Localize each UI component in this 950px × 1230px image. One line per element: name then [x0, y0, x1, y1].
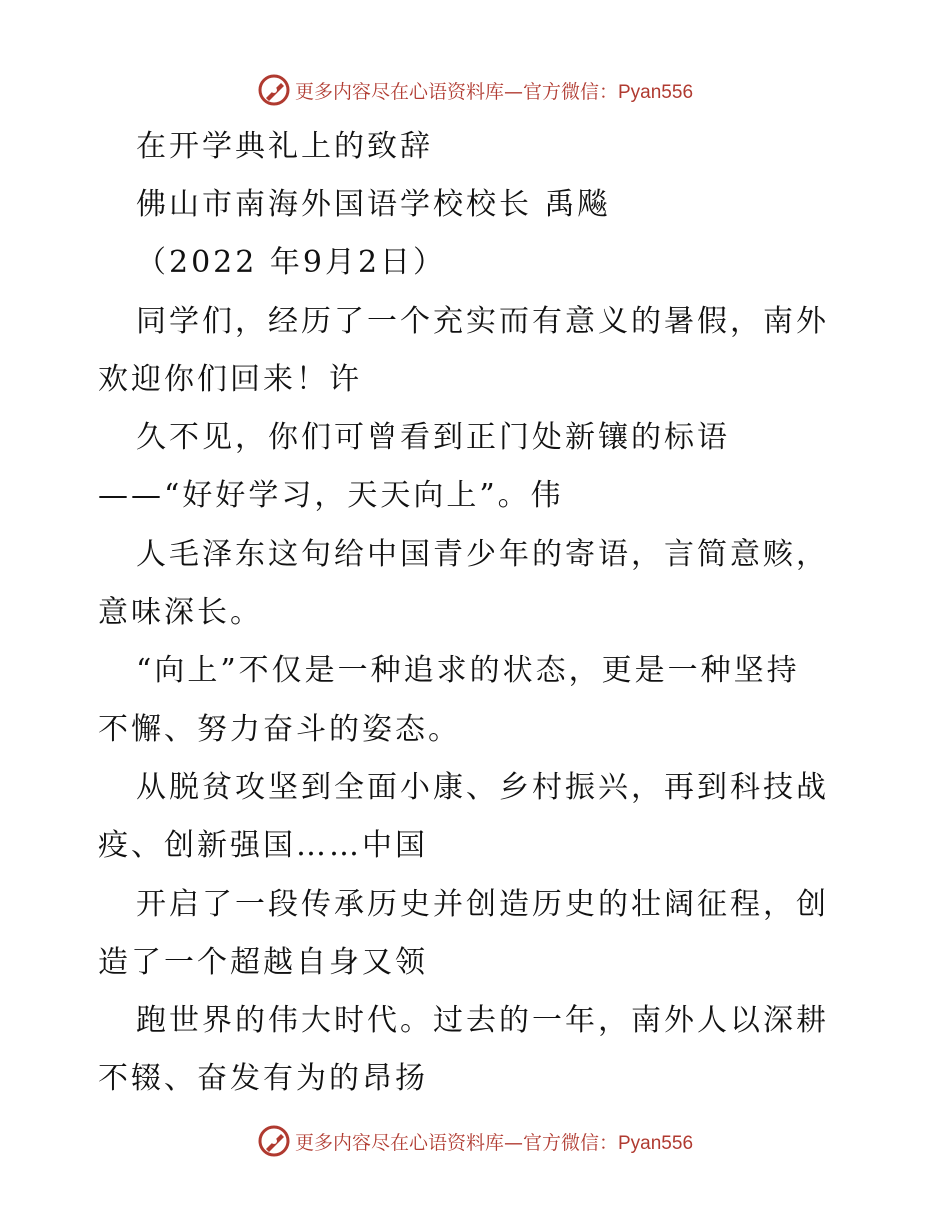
watermark-wechat-id: Pyan556: [618, 1132, 694, 1154]
watermark-text: [295, 77, 693, 104]
paragraph-line: 开启了一段传承历史并创造历史的壮阔征程，创: [136, 887, 829, 922]
footer-watermark: [0, 1121, 950, 1161]
header-watermark: [0, 70, 950, 110]
paragraph-line: 久不见，你们可曾看到正门处新镶的标语: [136, 420, 730, 455]
paragraph-line: “向上”不仅是一种追求的状态，更是一种坚持: [136, 653, 800, 688]
paragraph-line: 从脱贫攻坚到全面小康、乡村振兴，再到科技战: [136, 770, 829, 805]
watermark-wechat-id: Pyan556: [618, 81, 694, 103]
document-title: 在开学典礼上的致辞: [136, 129, 433, 164]
paragraph-line: 跑世界的伟大时代。过去的一年，南外人以深耕: [136, 1003, 829, 1038]
paragraph-line: 疫、创新强国……中国: [98, 828, 428, 863]
paragraph-line: 欢迎你们回来！许: [98, 362, 362, 397]
pen-in-circle-logo-icon: [257, 73, 291, 107]
paragraph-line: 不辍、奋发有为的昂扬: [98, 1061, 428, 1096]
paragraph-line: ——“好好学习，天天向上”。伟: [98, 478, 564, 513]
author-line: 佛山市南海外国语学校校长 禹飚: [136, 187, 611, 222]
paragraph-line: 人毛泽东这句给中国青少年的寄语，言简意赅，: [136, 537, 829, 572]
pen-in-circle-logo-icon: [257, 1124, 291, 1158]
watermark-text: [295, 1128, 693, 1155]
paragraph-line: 造了一个超越自身又领: [98, 945, 428, 980]
watermark-text-cn: 更多内容尽在心语资料库—官方微信：: [294, 1131, 618, 1154]
paragraph-line: 意味深长。: [98, 595, 263, 630]
paragraph-line: 不懈、努力奋斗的姿态。: [98, 712, 461, 747]
paragraph-line: 同学们，经历了一个充实而有意义的暑假，南外: [136, 304, 829, 339]
date-line: （2022 年9月2日）: [136, 245, 447, 280]
watermark-text-cn: 更多内容尽在心语资料库—官方微信：: [294, 80, 618, 103]
